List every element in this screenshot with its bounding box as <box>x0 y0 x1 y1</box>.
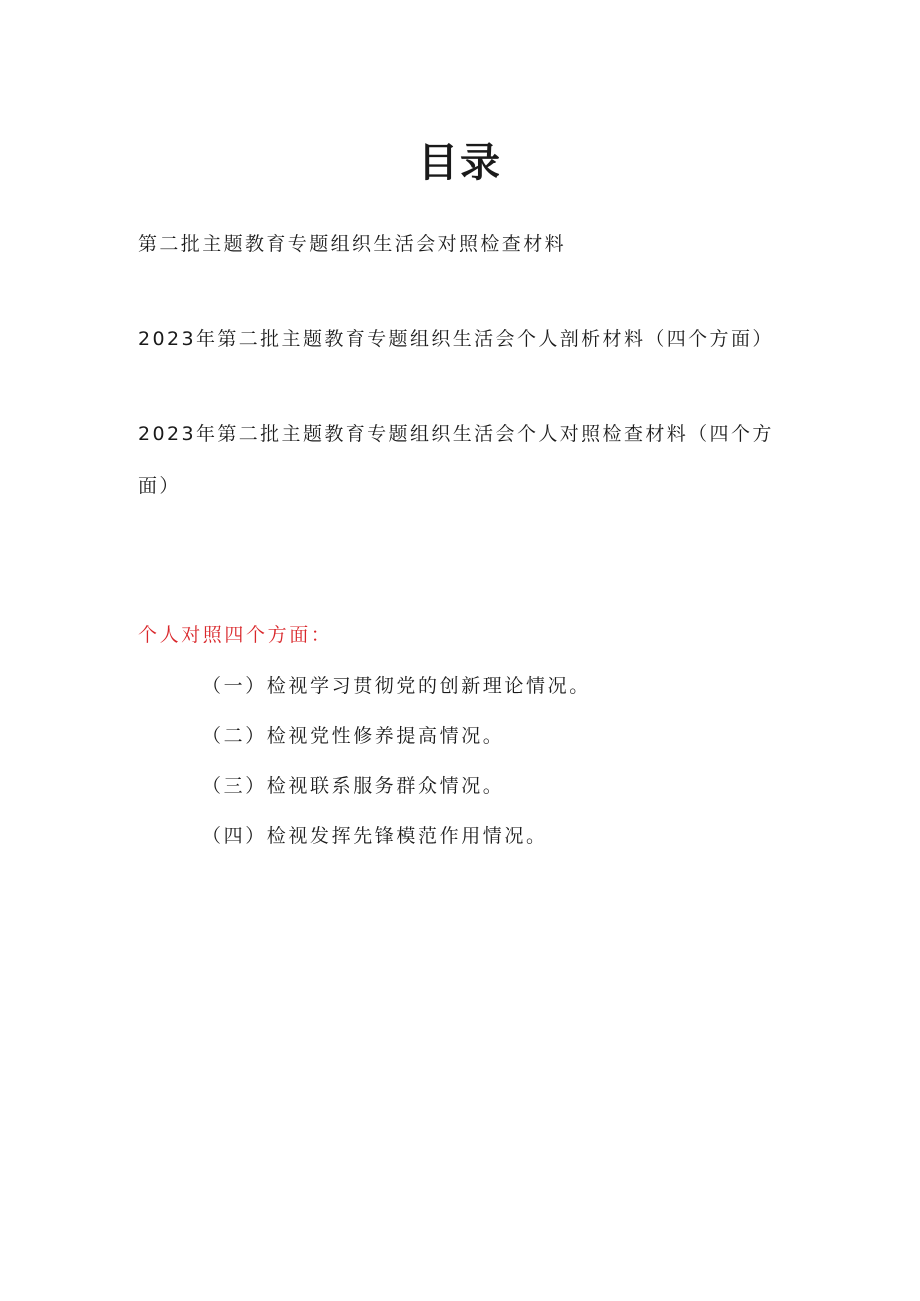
aspect-item: （四）检视发挥先锋模范作用情况。 <box>202 825 548 847</box>
aspect-item: （一）检视学习贯彻党的创新理论情况。 <box>202 675 591 697</box>
toc-entry: 第二批主题教育专题组织生活会对照检查材料 <box>138 233 567 255</box>
page-title: 目录 <box>418 140 502 186</box>
toc-entry: 2023年第二批主题教育专题组织生活会个人剖析材料（四个方面） <box>138 328 774 350</box>
aspect-item: （三）检视联系服务群众情况。 <box>202 775 505 797</box>
toc-entry: 2023年第二批主题教育专题组织生活会个人对照检查材料（四个方面） <box>138 423 774 497</box>
aspect-item: （二）检视党性修养提高情况。 <box>202 725 505 747</box>
section-heading: 个人对照四个方面： <box>138 624 333 646</box>
